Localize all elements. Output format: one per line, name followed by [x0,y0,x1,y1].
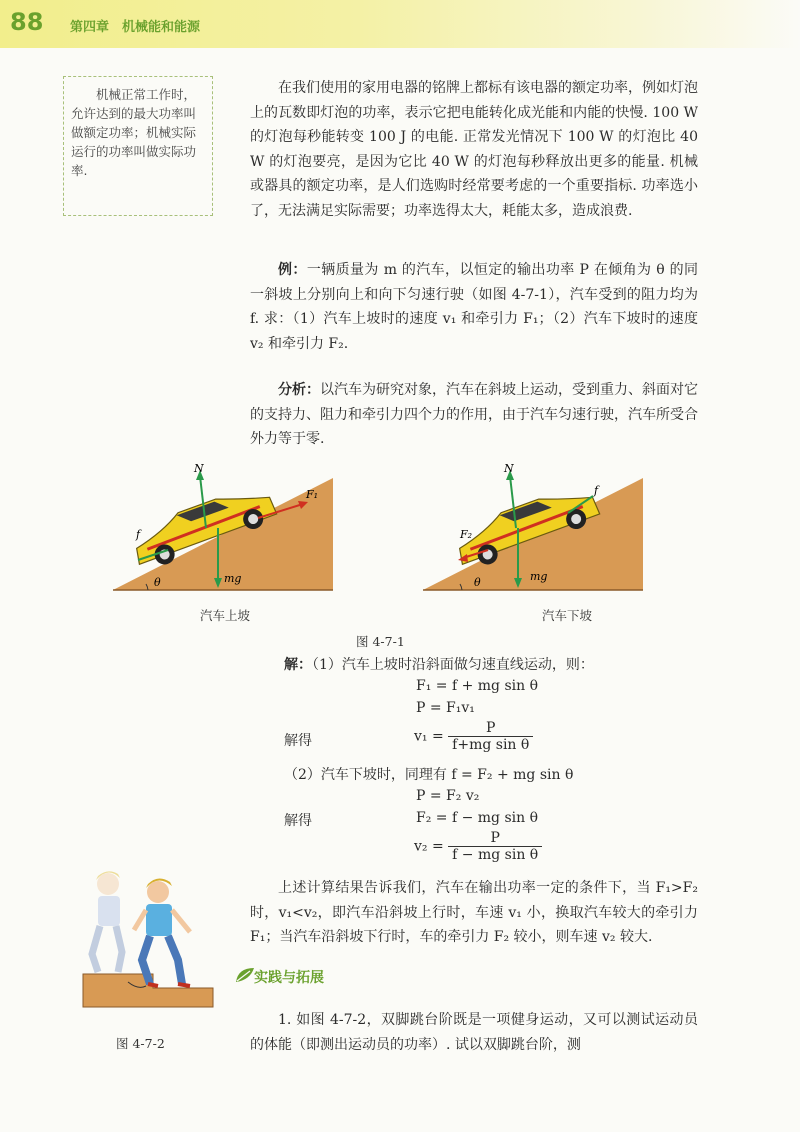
gravity-label-right: mg [530,570,548,583]
eq6-numerator: P [448,830,542,847]
solution-step1: （1）汽车上坡时沿斜面做匀速直线运动，则： [312,657,594,673]
downhill-figure [418,458,648,598]
gravity-label-left: mg [224,572,242,585]
equation-1: F₁ = f + mg sin θ [416,678,539,694]
uphill-caption: 汽车上坡 [200,608,251,623]
traction-f2-label: F₂ [460,528,473,541]
ghost-figure [92,871,122,972]
angle-label-right: θ [474,576,481,589]
eq6-denominator: f − mg sin θ [452,847,539,863]
solve-label-2: 解得 [284,813,312,829]
example-paragraph [250,258,698,356]
solve-label-1: 解得 [284,733,312,749]
leaf-icon [234,966,256,984]
uphill-figure [108,458,338,598]
normal-force-label: N [194,462,204,475]
solution-line-1 [284,654,594,674]
friction-label-left: f [136,528,141,541]
eq3-denominator: f+mg sin θ [452,737,530,753]
eq6-lhs: v₂ = [414,838,444,855]
page-header [0,0,800,48]
conclusion-paragraph: 上述计算结果告诉我们，汽车在输出功率一定的条件下，当 F₁>F₂ 时，v₁<v₂，即汽车沿斜坡上行时，车速 v₁ 小，换取汽车较大的牵引力 F₁；当汽车沿斜坡下行时，车的牵引力 F₂ 较小，则车速 v₂ 较大. [250,880,698,945]
chapter-title: 第四章 机械能和能源 [70,20,201,35]
paragraph-intro: 在我们使用的家用电器的铭牌上都标有该电器的额定功率，例如灯泡上的瓦数即灯泡的功率，表示它把电能转化成光能和内能的快慢. 100 W 的灯泡每秒能转变 100 J 的电能. 正常发光情况下 100 W 的灯泡比 40 W 的灯泡要亮，是因为它比 40 W 的灯泡每秒释放出更多的能量. 机械或器具的额定功率，是人们选购时经常要考虑的一个重要指标. 功率选小了，无法满足实际需要；功率选得太大，耗能太多，造成浪费. [250,80,698,219]
normal-force-label-right: N [504,462,514,475]
friction-label-right: f [594,484,599,497]
solution-step2: （2）汽车下坡时，同理有 f = F₂ + mg sin θ [284,767,574,783]
figure-4-7-1-caption: 图 4-7-1 [356,634,405,649]
figure-4-7-2-caption: 图 4-7-2 [116,1036,165,1051]
stair-jump-illustration [78,862,218,1012]
section-title-practice: 实践与拓展 [254,970,324,986]
analysis-label: 分析： [278,382,320,398]
exercise-paragraph: 1. 如图 4-7-2，双脚跳台阶既是一项健身运动，又可以测试运动员的体能（即测出运动员的功率）. 试以双脚跳台阶，测 [250,1012,698,1053]
equation-6 [414,830,542,863]
example-text: 一辆质量为 m 的汽车，以恒定的输出功率 P 在倾角为 θ 的同一斜坡上分别向上和向下匀速行驶（如图 4-7-1），汽车受到的阻力均为 f. 求：（1）汽车上坡时的速度 v₁ 和牵引力 F₁；（2）汽车下坡时的速度 v₂ 和牵引力 F₂. [250,262,698,352]
equation-2: P = F₁v₁ [416,700,475,716]
example-label: 例： [278,262,307,278]
angle-label-left: θ [154,576,161,589]
downhill-caption: 汽车下坡 [542,608,593,623]
analysis-paragraph [250,378,698,452]
equation-4: P = F₂ v₂ [416,788,480,804]
equation-5: F₂ = f − mg sin θ [416,810,539,826]
traction-f1-label: F₁ [306,488,319,501]
solution-label: 解： [284,657,312,673]
equation-3 [414,720,533,753]
page-number: 88 [10,8,44,36]
eq3-lhs: v₁ = [414,728,444,745]
eq3-numerator: P [448,720,533,737]
margin-note: 机械正常工作时，允许达到的最大功率叫做额定功率；机械实际运行的功率叫做实际功率. [63,76,213,216]
analysis-text: 以汽车为研究对象，汽车在斜坡上运动，受到重力、斜面对它的支持力、阻力和牵引力四个力的作用，由于汽车匀速行驶，汽车所受合外力等于零. [250,382,698,447]
